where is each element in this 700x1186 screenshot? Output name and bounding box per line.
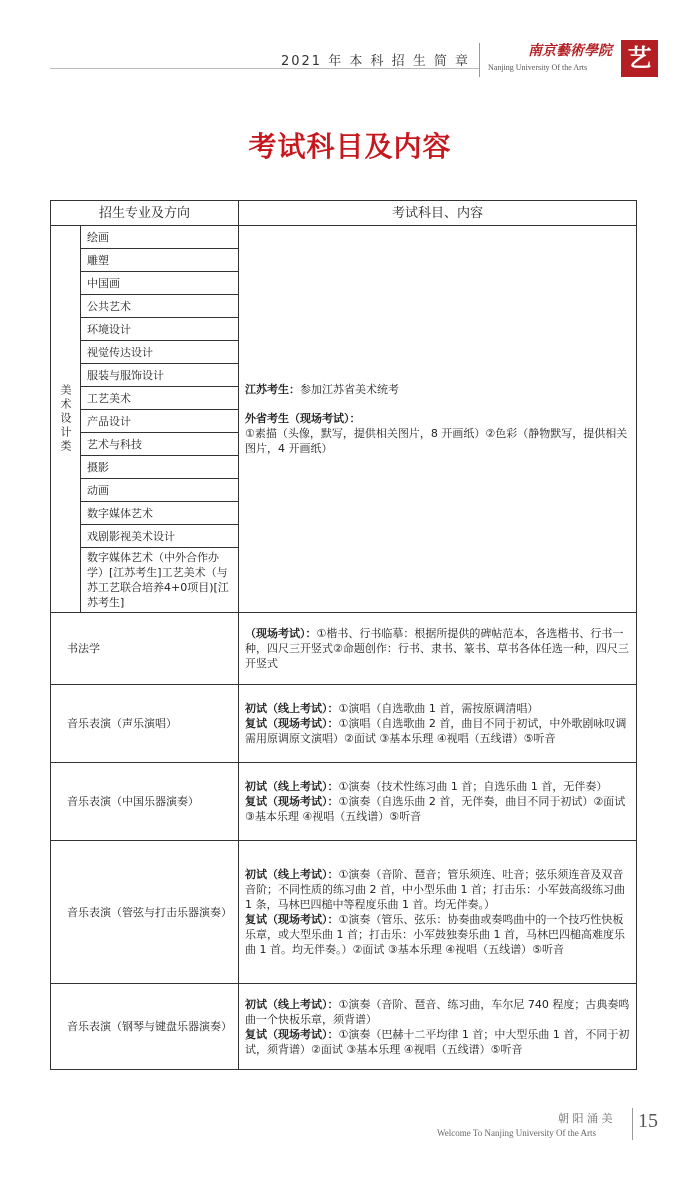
major-cell: 视觉传达设计	[81, 341, 239, 364]
major-cell: 绘画	[81, 226, 239, 249]
out-province-text: ①素描（头像，默写，提供相关图片，8 开画纸）②色彩（静物默写，提供相关图片，4 开画纸）	[245, 427, 628, 455]
jiangsu-text: 参加江苏省美术统考	[300, 383, 400, 396]
header-divider	[479, 43, 480, 77]
exam-label: 初试（线上考试）：	[245, 780, 339, 793]
jiangsu-label: 江苏考生：	[245, 383, 301, 396]
header-rule	[50, 68, 480, 69]
footer-slogan: 朝 阳 涌 美	[558, 1112, 613, 1125]
art-content-cell	[239, 226, 637, 613]
major-cell: 音乐表演（钢琴与键盘乐器演奏）	[51, 984, 239, 1070]
major-cell: 摄影	[81, 456, 239, 479]
exam-text: ①演奏（音阶、琶音；管乐须连、吐音；弦乐须连音及双音音阶；不同性质的练习曲 2 首，中小型乐曲 1 首；打击乐：小军鼓高级练习曲 1 条，马林巴四槌中等程度乐曲 1 首。均无伴奏。）	[245, 868, 625, 911]
exam-label: 复试（现场考试）：	[245, 795, 339, 808]
major-cell: 数字媒体艺术	[81, 502, 239, 525]
content-cell	[239, 841, 637, 984]
major-cell: 音乐表演（管弦与打击乐器演奏）	[51, 841, 239, 984]
major-cell: 服装与服饰设计	[81, 364, 239, 387]
major-cell: 艺术与科技	[81, 433, 239, 456]
content-cell	[239, 763, 637, 841]
major-cell: 公共艺术	[81, 295, 239, 318]
col-header-major: 招生专业及方向	[51, 201, 239, 226]
page-title: 考试科目及内容	[248, 130, 452, 163]
exam-label: 初试（线上考试）：	[245, 868, 339, 881]
table-row	[51, 685, 637, 763]
major-cell: 雕塑	[81, 249, 239, 272]
table-row	[51, 226, 637, 249]
exam-text: ①演唱（自选歌曲 1 首，需按原调清唱）	[338, 702, 539, 715]
footer-divider	[632, 1108, 633, 1140]
exam-label: 复试（现场考试）：	[245, 717, 339, 730]
exam-text: ①楷书、行书临摹：根据所提供的碑帖范本，各选楷书、行书一种，四尺三开竖式②命题创作：行书、隶书、篆书、草书各体任选一种，四尺三开竖式	[245, 627, 629, 670]
table-row	[51, 984, 637, 1070]
table-row	[51, 613, 637, 685]
exam-label: （现场考试）：	[245, 627, 317, 640]
exam-label: 复试（现场考试）：	[245, 913, 339, 926]
header-title: 2021 年 本 科 招 生 简 章	[280, 54, 470, 69]
art-category-label: 美术设计类	[51, 226, 81, 613]
major-cell: 工艺美术	[81, 387, 239, 410]
major-cell: 戏剧影视美术设计	[81, 525, 239, 548]
exam-text: ①演奏（巴赫十二平均律 1 首；中大型乐曲 1 首，不同于初试，须背谱）②面试 ③基本乐理 ④视唱（五线谱）⑤听音	[245, 1027, 630, 1056]
table-row	[51, 763, 637, 841]
major-cell: 音乐表演（声乐演唱）	[51, 685, 239, 763]
content-cell	[239, 984, 637, 1070]
major-cell: 动画	[81, 479, 239, 502]
major-cell: 音乐表演（中国乐器演奏）	[51, 763, 239, 841]
exam-text: ①演奏（音阶、琶音、练习曲，车尔尼 740 程度；古典奏鸣曲一个快板乐章，须背谱）	[245, 997, 630, 1026]
exam-label: 复试（现场考试）：	[245, 1027, 339, 1041]
exam-label: 初试（线上考试）：	[245, 997, 339, 1011]
logo-english: Nanjing University Of the Arts	[488, 63, 588, 72]
content-cell	[239, 613, 637, 685]
major-cell: 产品设计	[81, 410, 239, 433]
logo-seal-icon: 艺	[621, 40, 658, 77]
page-number: 15	[638, 1110, 658, 1132]
major-cell: 数字媒体艺术（中外合作办学）[江苏考生]工艺美术（与苏工艺联合培养4+0项目)[江苏考生]	[81, 548, 239, 613]
exam-text: ①演唱（自选歌曲 2 首，曲目不同于初试，中外歌剧咏叹调需用原调原文演唱）②面试 ③基本乐理 ④视唱（五线谱）⑤听音	[245, 717, 627, 745]
logo-chinese: 南京藝術學院	[528, 43, 612, 59]
exam-text: ①演奏（自选乐曲 2 首，无伴奏，曲目不同于初试）②面试 ③基本乐理 ④视唱（五线谱）⑤听音	[245, 795, 626, 823]
exam-text: ①演奏（管乐、弦乐：协奏曲或奏鸣曲中的一个技巧性快板乐章，或大型乐曲 1 首；打击乐：小军鼓独奏乐曲 1 首，马林巴四槌高难度乐曲 1 首。均无伴奏。）②面试 ③基本乐理 ④视唱（五线谱）⑤听音	[245, 913, 625, 956]
col-header-content: 考试科目、内容	[239, 201, 637, 226]
out-province-label: 外省考生（现场考试）：	[245, 412, 361, 425]
exam-label: 初试（线上考试）：	[245, 702, 339, 715]
exam-text: ①演奏（技术性练习曲 1 首；自选乐曲 1 首，无伴奏）	[338, 780, 608, 793]
exam-table	[50, 200, 637, 1070]
footer-english: Welcome To Nanjing University Of the Arts	[437, 1128, 596, 1138]
table-header-row	[51, 201, 637, 226]
major-cell: 书法学	[51, 613, 239, 685]
content-cell	[239, 685, 637, 763]
table-row	[51, 841, 637, 984]
major-cell: 环境设计	[81, 318, 239, 341]
major-cell: 中国画	[81, 272, 239, 295]
